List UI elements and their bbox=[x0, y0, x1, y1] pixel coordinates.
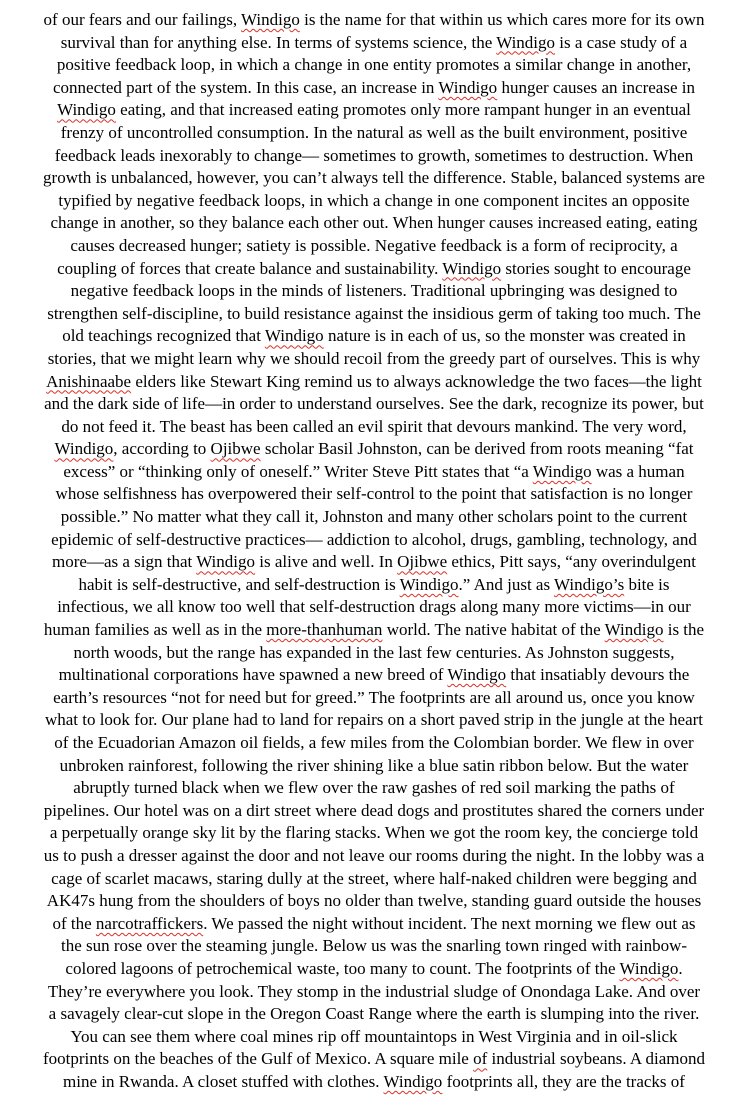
text-line bbox=[0, 438, 748, 461]
spellcheck-flagged-word: Windigo bbox=[54, 439, 114, 459]
text-run: strengthen self-discipline, to build resistance against the insidious germ of taking too much. The bbox=[47, 303, 701, 323]
text-line bbox=[0, 280, 748, 303]
text-run: of the Ecuadorian Amazon oil fields, a few miles from the Colombian border. We flew in over bbox=[54, 733, 694, 752]
text-run: pipelines. Our hotel was on a dirt street where dead dogs and prostitutes shared the corners under bbox=[43, 800, 705, 820]
text-run: epidemic of self-destructive practices— addiction to alcohol, drugs, gambling, technology, and bbox=[51, 529, 697, 549]
text-line bbox=[0, 258, 748, 281]
text-line bbox=[0, 551, 748, 574]
text-run: scholar Basil Johnston, can be derived from roots meaning “fat bbox=[260, 439, 694, 459]
spellcheck-flagged-word: narcotraffickers bbox=[95, 913, 204, 933]
text-run: industrial soybeans. A diamond bbox=[487, 1049, 705, 1069]
text-line bbox=[0, 642, 748, 665]
text-line bbox=[0, 935, 748, 958]
text-run: old teachings recognized that bbox=[62, 326, 265, 346]
text-run: colored lagoons of petrochemical waste, too many to count. The footprints of the bbox=[65, 958, 620, 978]
text-line bbox=[0, 371, 748, 394]
text-line bbox=[0, 958, 748, 981]
text-run: is a case study of a bbox=[555, 32, 688, 52]
text-line bbox=[0, 303, 748, 326]
text-line bbox=[0, 981, 748, 1004]
text-line bbox=[0, 574, 748, 597]
text-line bbox=[0, 755, 748, 778]
text-run: a perpetually orange sky lit by the flaring stacks. When we got the room key, the concierge told bbox=[49, 823, 699, 843]
text-run: survival than for anything else. In terms of systems science, the bbox=[60, 32, 497, 52]
text-run: is the name for that within us which cares more for its own bbox=[299, 10, 705, 29]
spellcheck-flagged-word: Windigo bbox=[442, 258, 502, 278]
text-line bbox=[0, 122, 748, 145]
text-run: , according to bbox=[113, 439, 211, 459]
text-run: and the dark side of life—in order to understand ourselves. See the dark, recognize its power, but bbox=[44, 394, 704, 414]
text-run: You can see them where coal mines rip off mountaintops in West Virginia and in oil-slick bbox=[70, 1026, 678, 1046]
text-run: change in another, so they balance each other out. When hunger causes increased eating, eating bbox=[50, 213, 698, 233]
text-run: connected part of the system. In this case, an increase in bbox=[53, 77, 439, 97]
spellcheck-flagged-word: Windigo bbox=[241, 10, 300, 29]
text-line bbox=[0, 529, 748, 552]
text-run: possible.” No matter what they call it, Johnston and many other scholars point to the current bbox=[60, 507, 688, 527]
text-line bbox=[0, 393, 748, 416]
text-line bbox=[0, 348, 748, 371]
text-line bbox=[0, 890, 748, 913]
spellcheck-flagged-word: Windigo bbox=[496, 32, 556, 52]
text-line bbox=[0, 732, 748, 755]
spellcheck-flagged-word: Ojibwe bbox=[210, 439, 261, 459]
spellcheck-flagged-word: Windigo bbox=[57, 100, 116, 120]
text-line bbox=[0, 845, 748, 868]
text-run: AK47s hung from the shoulders of boys no older than twelve, standing guard outside the houses bbox=[46, 891, 702, 911]
text-run: a savagely clear-cut slope in the Oregon Coast Range where the earth is slumping into the river. bbox=[48, 1004, 700, 1024]
text-line bbox=[0, 1003, 748, 1026]
text-run: .” And just as bbox=[458, 574, 555, 594]
text-run: unbroken rainforest, following the river shining like a blue satin ribbon below. But the water bbox=[59, 755, 689, 775]
text-line bbox=[0, 664, 748, 687]
text-run: world. The native habitat of the bbox=[382, 620, 605, 640]
text-run: feedback leads inexorably to change— sometimes to growth, sometimes to destruction. When bbox=[54, 145, 694, 165]
text-line bbox=[0, 619, 748, 642]
text-line bbox=[0, 1071, 748, 1094]
text-run: that insatiably devours the bbox=[506, 665, 690, 685]
text-line bbox=[0, 167, 748, 190]
text-run: mine in Rwanda. A closet stuffed with clothes. bbox=[63, 1071, 384, 1091]
text-run: positive feedback loop, in which a change in one entity promotes a similar change in another, bbox=[56, 55, 692, 75]
text-line bbox=[0, 32, 748, 55]
spellcheck-flagged-word: Windigo’s bbox=[554, 574, 625, 594]
spellcheck-flagged-word: Windigo bbox=[532, 461, 592, 481]
text-run: hunger causes an increase in bbox=[497, 77, 695, 97]
text-line bbox=[0, 325, 748, 348]
text-run: stories sought to encourage bbox=[501, 258, 691, 278]
text-run: growth is unbalanced, however, you can’t always tell the difference. Stable, balanced systems are bbox=[43, 168, 705, 188]
text-line bbox=[0, 54, 748, 77]
spellcheck-flagged-word: Windigo bbox=[604, 620, 664, 640]
text-run: footprints all, they are the tracks of bbox=[442, 1071, 685, 1091]
text-run: ethics, Pitt says, “any overindulgent bbox=[447, 552, 696, 572]
body-text[interactable] bbox=[0, 9, 748, 1094]
text-run: of our fears and our failings, bbox=[43, 10, 242, 29]
text-line bbox=[0, 235, 748, 258]
text-run: earth’s resources “not for need but for greed.” The footprints are all around us, once you know bbox=[53, 687, 695, 707]
text-line bbox=[0, 687, 748, 710]
text-line bbox=[0, 212, 748, 235]
text-run: typified by negative feedback loops, in which a change in one component incites an opposite bbox=[58, 190, 690, 210]
text-line bbox=[0, 1048, 748, 1071]
text-run: footprints on the beaches of the Gulf of Mexico. A square mile bbox=[43, 1049, 474, 1069]
text-run: the sun rose over the steaming jungle. Below us was the snarling town ringed with rainbow- bbox=[60, 936, 688, 956]
text-line bbox=[0, 822, 748, 845]
text-run: stories, that we might learn why we should recoil from the greedy part of ourselves. This is why bbox=[47, 348, 701, 368]
text-run: what to look for. Our plane had to land for repairs on a short paved strip in the jungle at the heart bbox=[44, 710, 704, 730]
text-run: us to push a dresser against the door and not leave our rooms during the night. In the lobby was a bbox=[43, 845, 705, 865]
text-run: excess” or “thinking only of oneself.” Writer Steve Pitt states that “a bbox=[63, 461, 533, 481]
text-run: nature is in each of us, so the monster was created in bbox=[323, 326, 686, 346]
text-run: . We passed the night without incident. The next morning we flew out as bbox=[203, 913, 696, 933]
text-run: of the bbox=[52, 913, 96, 933]
text-line bbox=[0, 190, 748, 213]
text-line bbox=[0, 709, 748, 732]
text-run: They’re everywhere you look. They stomp in the industrial sludge of Onondaga Lake. And over bbox=[47, 981, 701, 1001]
spellcheck-flagged-word: Ojibwe bbox=[397, 552, 448, 572]
text-line bbox=[0, 1026, 748, 1049]
spellcheck-flagged-word: Windigo bbox=[196, 552, 255, 572]
text-run: abruptly turned black when we flew over the raw gashes of red soil marking the paths of bbox=[73, 778, 675, 798]
text-run: was a human bbox=[591, 461, 685, 481]
spellcheck-flagged-word: Windigo bbox=[447, 665, 507, 685]
spellcheck-flagged-word: of bbox=[473, 1049, 488, 1069]
text-run: elders like Stewart King remind us to always acknowledge the two faces—the light bbox=[131, 371, 702, 391]
spellcheck-flagged-word: Windigo bbox=[619, 958, 679, 978]
spellcheck-flagged-word: Windigo bbox=[399, 574, 459, 594]
text-run: cage of scarlet macaws, staring dully at the street, where half-naked children were begging and bbox=[51, 868, 697, 888]
text-line bbox=[0, 77, 748, 100]
text-line bbox=[0, 145, 748, 168]
text-line bbox=[0, 416, 748, 439]
spellcheck-flagged-word: more-thanhuman bbox=[266, 620, 383, 640]
text-line bbox=[0, 800, 748, 823]
text-run: negative feedback loops in the minds of listeners. Traditional upbringing was designed to bbox=[70, 281, 678, 301]
text-run: habit is self-destructive, and self-destruction is bbox=[78, 574, 400, 594]
text-run: infectious, we all know too well that self-destruction drags along many more victims—in our bbox=[57, 597, 691, 617]
spellcheck-flagged-word: Anishinaabe bbox=[46, 371, 132, 391]
text-run: coupling of forces that create balance and sustainability. bbox=[57, 258, 443, 278]
text-run: eating, and that increased eating promotes only more rampant hunger in an eventual bbox=[115, 100, 691, 120]
text-line bbox=[0, 596, 748, 619]
text-line bbox=[0, 99, 748, 122]
text-line bbox=[0, 913, 748, 936]
text-run: is the bbox=[663, 620, 705, 640]
spellcheck-flagged-word: Windigo bbox=[383, 1071, 443, 1091]
text-run: is alive and well. In bbox=[255, 552, 398, 572]
text-run: do not feed it. The beast has been called an evil spirit that devours mankind. The very word, bbox=[61, 416, 687, 436]
text-run: . bbox=[678, 958, 683, 978]
text-line bbox=[0, 506, 748, 529]
text-run: bite is bbox=[624, 574, 670, 594]
text-run: frenzy of uncontrolled consumption. In the natural as well as the built environment, positive bbox=[60, 122, 688, 142]
spellcheck-flagged-word: Windigo bbox=[438, 77, 498, 97]
text-line bbox=[0, 461, 748, 484]
text-run: more—as a sign that bbox=[52, 552, 197, 572]
text-run: human families as well as in the bbox=[43, 620, 267, 640]
text-run: causes decreased hunger; satiety is possible. Negative feedback is a form of reciprocity, a bbox=[70, 235, 678, 255]
text-run: multinational corporations have spawned a new breed of bbox=[58, 665, 448, 685]
text-run: whose selfishness has overpowered their self-control to the point that satisfaction is no longer bbox=[55, 484, 693, 504]
text-line bbox=[0, 9, 748, 32]
text-line bbox=[0, 868, 748, 891]
text-line bbox=[0, 483, 748, 506]
text-run: north woods, but the range has expanded in the last few centuries. As Johnston suggests, bbox=[73, 642, 675, 662]
text-line bbox=[0, 777, 748, 800]
spellcheck-flagged-word: Windigo bbox=[264, 326, 324, 346]
